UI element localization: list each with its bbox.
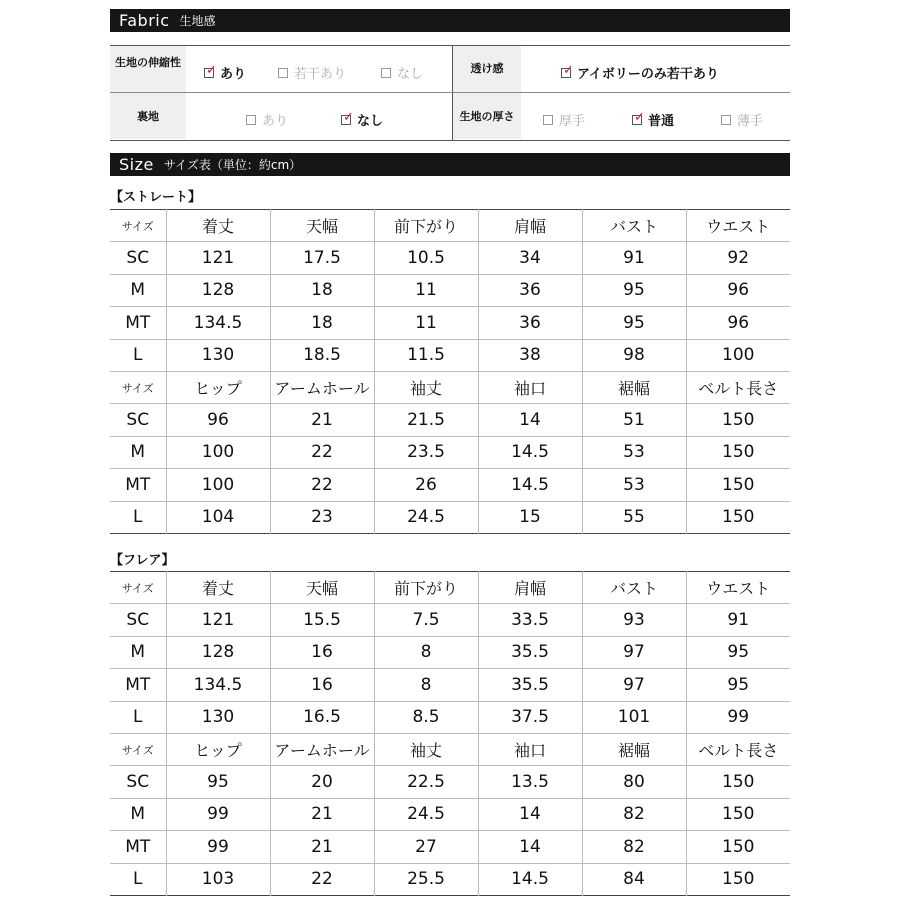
checkbox-icon	[632, 109, 645, 125]
table-header-row	[110, 371, 790, 403]
fabric-properties	[110, 45, 790, 141]
checkmark-icon: ✓	[563, 62, 574, 78]
table-cell: 23	[270, 501, 374, 533]
table-cell: 18.5	[270, 339, 374, 371]
column-header: 天幅	[270, 210, 374, 242]
table-cell: 7.5	[374, 604, 478, 636]
table-row	[110, 436, 790, 468]
size-label: L	[110, 339, 166, 371]
table-cell: 33.5	[478, 604, 582, 636]
size-header-title: Size	[119, 155, 154, 174]
size-label: MT	[110, 831, 166, 863]
table-cell: 20	[270, 766, 374, 798]
size-label: L	[110, 701, 166, 733]
checkbox-icon	[204, 62, 217, 78]
table-cell: 99	[166, 798, 270, 830]
table-cell: 18	[270, 307, 374, 339]
size-label: SC	[110, 242, 166, 274]
column-header: サイズ	[110, 371, 166, 403]
column-header: アームホール	[270, 733, 374, 765]
table-cell: 91	[686, 604, 790, 636]
column-header: 裾幅	[582, 371, 686, 403]
table-cell: 100	[166, 436, 270, 468]
size-header-subtitle: サイズ表（単位：約cm）	[163, 158, 302, 172]
table-cell: 21	[270, 798, 374, 830]
table-cell: 130	[166, 339, 270, 371]
table-cell: 8.5	[374, 701, 478, 733]
table-cell: 121	[166, 242, 270, 274]
table-cell: 95	[686, 636, 790, 668]
option-checkbox	[246, 110, 288, 129]
table-cell: 51	[582, 404, 686, 436]
table-cell: 10.5	[374, 242, 478, 274]
column-header: ベルト長さ	[686, 733, 790, 765]
checkmark-icon: ✓	[343, 109, 354, 125]
table-row	[110, 701, 790, 733]
lining-label: 裏地	[137, 110, 159, 123]
fabric-header-subtitle: 生地感	[179, 14, 216, 28]
column-header: アームホール	[270, 371, 374, 403]
flare-size-table	[110, 571, 790, 896]
size-label: SC	[110, 766, 166, 798]
table-cell: 92	[686, 242, 790, 274]
table-cell: 8	[374, 669, 478, 701]
table-cell: 21	[270, 831, 374, 863]
size-label: SC	[110, 404, 166, 436]
table-cell: 101	[582, 701, 686, 733]
fabric-header-title: Fabric	[119, 11, 170, 30]
table-row	[110, 831, 790, 863]
column-header: ウエスト	[686, 572, 790, 604]
size-label: MT	[110, 469, 166, 501]
table-cell: 55	[582, 501, 686, 533]
table-cell: 95	[166, 766, 270, 798]
thickness-label: 生地の厚さ	[459, 110, 515, 123]
table-cell: 95	[686, 669, 790, 701]
table-row	[110, 242, 790, 274]
table-row	[110, 604, 790, 636]
table-cell: 35.5	[478, 636, 582, 668]
checkmark-icon: ✓	[634, 109, 645, 125]
table-cell: 91	[582, 242, 686, 274]
table-row	[110, 863, 790, 895]
size-label: SC	[110, 604, 166, 636]
checkmark-icon: ✓	[206, 62, 217, 78]
column-header: 着丈	[166, 210, 270, 242]
size-header-bar	[110, 153, 790, 176]
table-cell: 22	[270, 469, 374, 501]
table-cell: 14	[478, 798, 582, 830]
table-cell: 84	[582, 863, 686, 895]
column-header: バスト	[582, 572, 686, 604]
table-cell: 14	[478, 404, 582, 436]
checkbox-icon	[341, 109, 354, 125]
table-row	[110, 339, 790, 371]
table-cell: 14	[478, 831, 582, 863]
column-header: 着丈	[166, 572, 270, 604]
table-cell: 150	[722, 507, 755, 528]
table-cell: 134.5	[166, 669, 270, 701]
checkbox-icon	[278, 68, 288, 78]
column-header: 肩幅	[478, 210, 582, 242]
checkbox-icon	[381, 68, 391, 78]
option-label: 薄手	[737, 114, 764, 129]
table-cell: 103	[166, 863, 270, 895]
option-label: あり	[262, 114, 289, 129]
table-cell: 99	[166, 831, 270, 863]
table-cell: 134.5	[166, 307, 270, 339]
option-label: 普通	[648, 114, 675, 129]
table-row	[110, 274, 790, 306]
column-header: 前下がり	[374, 572, 478, 604]
table-cell: 23.5	[374, 436, 478, 468]
table-cell: 8	[374, 636, 478, 668]
table-cell: 11	[374, 307, 478, 339]
table-cell: 128	[166, 274, 270, 306]
table-cell: 27	[374, 831, 478, 863]
option-label: なし	[357, 114, 384, 129]
table-cell: 16.5	[270, 701, 374, 733]
table-cell: 34	[478, 242, 582, 274]
table-cell: 22.5	[374, 766, 478, 798]
option-checkbox	[543, 110, 585, 129]
table-cell: 95	[582, 274, 686, 306]
column-header: ヒップ	[166, 733, 270, 765]
table-cell: 53	[582, 436, 686, 468]
table-cell: 100	[166, 469, 270, 501]
table-cell: 121	[166, 604, 270, 636]
checkbox-icon	[721, 115, 731, 125]
checkbox-icon	[246, 115, 256, 125]
table-row	[110, 501, 790, 533]
size-label: M	[110, 798, 166, 830]
table-cell: 17.5	[270, 242, 374, 274]
table-row	[110, 307, 790, 339]
stretch-label: 生地の伸縮性	[115, 56, 181, 69]
table-row	[110, 404, 790, 436]
option-label: あり	[220, 67, 247, 82]
table-row	[110, 766, 790, 798]
column-header: ベルト長さ	[686, 371, 790, 403]
table-cell: 36	[478, 274, 582, 306]
table-cell: 15	[478, 501, 582, 533]
table-cell: 150	[686, 831, 790, 863]
fabric-row	[110, 93, 790, 139]
table-cell: 150	[686, 798, 790, 830]
checkbox-icon	[543, 115, 553, 125]
option-checkbox	[632, 110, 674, 129]
column-header: 天幅	[270, 572, 374, 604]
table-header-row	[110, 733, 790, 765]
straight-size-table	[110, 209, 790, 534]
table-cell: 97	[582, 669, 686, 701]
table-cell: 26	[374, 469, 478, 501]
size-label: M	[110, 274, 166, 306]
option-label: 若干あり	[294, 67, 347, 82]
flare-title: 【フレア】	[110, 553, 175, 568]
table-cell: 25.5	[374, 863, 478, 895]
column-header: 肩幅	[478, 572, 582, 604]
column-header: サイズ	[110, 210, 166, 242]
table-cell: 24.5	[374, 798, 478, 830]
table-cell: 82	[582, 798, 686, 830]
table-cell: 35.5	[478, 669, 582, 701]
table-cell: 14.5	[478, 469, 582, 501]
option-label: なし	[397, 67, 424, 82]
table-cell: 98	[582, 339, 686, 371]
straight-title: 【ストレート】	[110, 190, 202, 205]
option-checkbox	[561, 63, 719, 82]
table-cell: 22	[270, 436, 374, 468]
column-header: バスト	[582, 210, 686, 242]
table-row	[110, 798, 790, 830]
table-cell: 11	[374, 274, 478, 306]
table-cell: 104	[166, 501, 270, 533]
option-checkbox	[381, 63, 423, 82]
table-cell: 21.5	[374, 404, 478, 436]
table-cell: 82	[582, 831, 686, 863]
table-cell: 150	[686, 436, 790, 468]
size-label: MT	[110, 307, 166, 339]
table-cell: 130	[166, 701, 270, 733]
column-header: 裾幅	[582, 733, 686, 765]
table-cell: 95	[582, 307, 686, 339]
size-label: M	[110, 636, 166, 668]
table-cell: 13.5	[478, 766, 582, 798]
table-cell: 24.5	[374, 501, 478, 533]
table-cell: 37.5	[478, 701, 582, 733]
table-cell: 36	[478, 307, 582, 339]
column-header: ヒップ	[166, 371, 270, 403]
table-cell: 38	[478, 339, 582, 371]
table-cell: 22	[270, 863, 374, 895]
table-cell: 16	[270, 636, 374, 668]
table-cell: 128	[166, 636, 270, 668]
table-cell: 14.5	[478, 436, 582, 468]
table-cell: 96	[686, 274, 790, 306]
table-cell: 53	[582, 469, 686, 501]
column-header: 袖丈	[374, 371, 478, 403]
table-cell: 16	[270, 669, 374, 701]
table-cell: 97	[582, 636, 686, 668]
option-checkbox	[204, 63, 246, 82]
column-header: 袖丈	[374, 733, 478, 765]
option-checkbox	[341, 110, 383, 129]
table-cell: 21	[270, 404, 374, 436]
table-cell: 150	[686, 404, 790, 436]
column-header: サイズ	[110, 572, 166, 604]
column-header: ウエスト	[686, 210, 790, 242]
table-cell: 96	[166, 404, 270, 436]
table-header-row	[110, 572, 790, 604]
table-cell: 18	[270, 274, 374, 306]
table-cell: 150	[686, 469, 790, 501]
option-checkbox	[278, 63, 346, 82]
size-label: M	[110, 436, 166, 468]
table-row	[110, 669, 790, 701]
column-header: 袖口	[478, 733, 582, 765]
option-checkbox	[721, 110, 763, 129]
table-cell: 93	[582, 604, 686, 636]
size-label: L	[110, 501, 166, 533]
table-row	[110, 636, 790, 668]
table-cell: 15.5	[270, 604, 374, 636]
table-cell: 96	[686, 307, 790, 339]
option-label: アイボリーのみ若干あり	[577, 67, 719, 82]
table-cell: 14.5	[478, 863, 582, 895]
table-cell: 11.5	[374, 339, 478, 371]
table-row	[110, 469, 790, 501]
sheer-label: 透け感	[470, 62, 504, 75]
option-label: 厚手	[559, 114, 586, 129]
table-cell: 100	[686, 339, 790, 371]
table-cell: 99	[686, 701, 790, 733]
column-header: 袖口	[478, 371, 582, 403]
table-cell: 80	[582, 766, 686, 798]
table-cell: 150	[722, 869, 755, 890]
column-header: 前下がり	[374, 210, 478, 242]
size-label: MT	[110, 669, 166, 701]
table-cell: 150	[686, 766, 790, 798]
checkbox-icon	[561, 62, 574, 78]
size-label: L	[110, 863, 166, 895]
column-header: サイズ	[110, 733, 166, 765]
table-header-row	[110, 210, 790, 242]
fabric-header-bar	[110, 9, 790, 32]
